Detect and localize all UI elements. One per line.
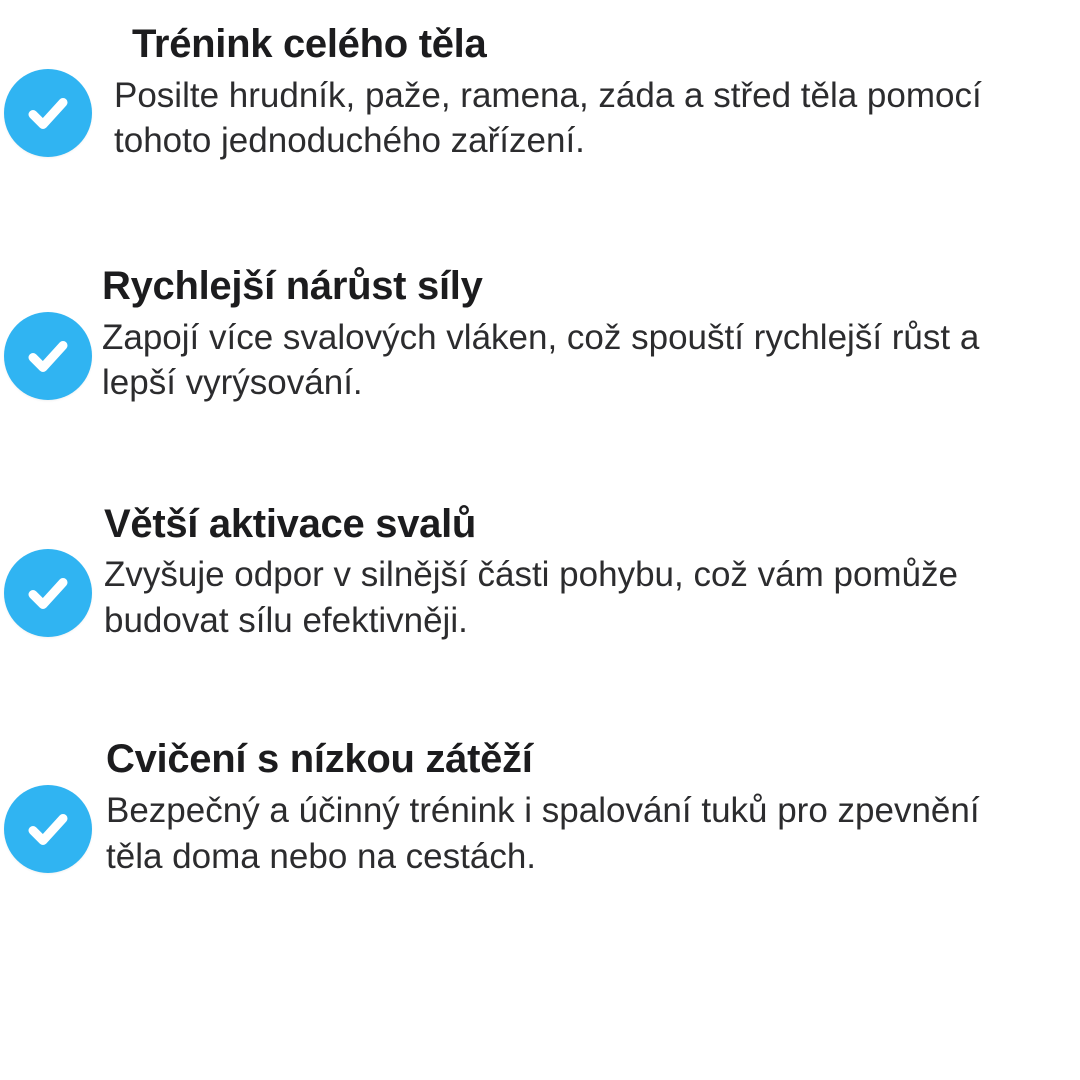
feature-title: Trénink celého těla [132,22,487,66]
feature-description: Zapojí více svalových vláken, což spouští rychlejší růst a lepší vyrýsování. [102,317,980,403]
list-item [0,264,1080,406]
check-circle-icon [4,549,92,637]
feature-text [96,502,1080,644]
check-circle-icon [4,69,92,157]
feature-title: Cvičení s nízkou zátěží [106,737,533,782]
feature-description: Bezpečný a účinný trénink i spalování tuků pro zpevnění těla doma nebo na cestách. [106,791,980,876]
feature-text [96,264,1080,406]
list-item [0,737,1080,879]
check-icon-container [0,312,96,400]
feature-description: Posilte hrudník, paže, ramena, záda a střed těla pomocí tohoto jednoduchého zařízení. [114,75,982,161]
check-circle-icon [4,785,92,873]
feature-text [96,22,1080,164]
list-item [0,22,1080,164]
list-item [0,502,1080,644]
feature-text [96,737,1080,879]
check-icon-container [0,69,96,157]
check-icon-container [0,549,96,637]
check-circle-icon [4,312,92,400]
feature-title: Větší aktivace svalů [104,501,477,546]
feature-description: Zvyšuje odpor v silnější části pohybu, což vám pomůže budovat sílu efektivněji. [104,555,958,640]
check-icon-container [0,785,96,873]
feature-title: Rychlejší nárůst síly [102,263,483,308]
